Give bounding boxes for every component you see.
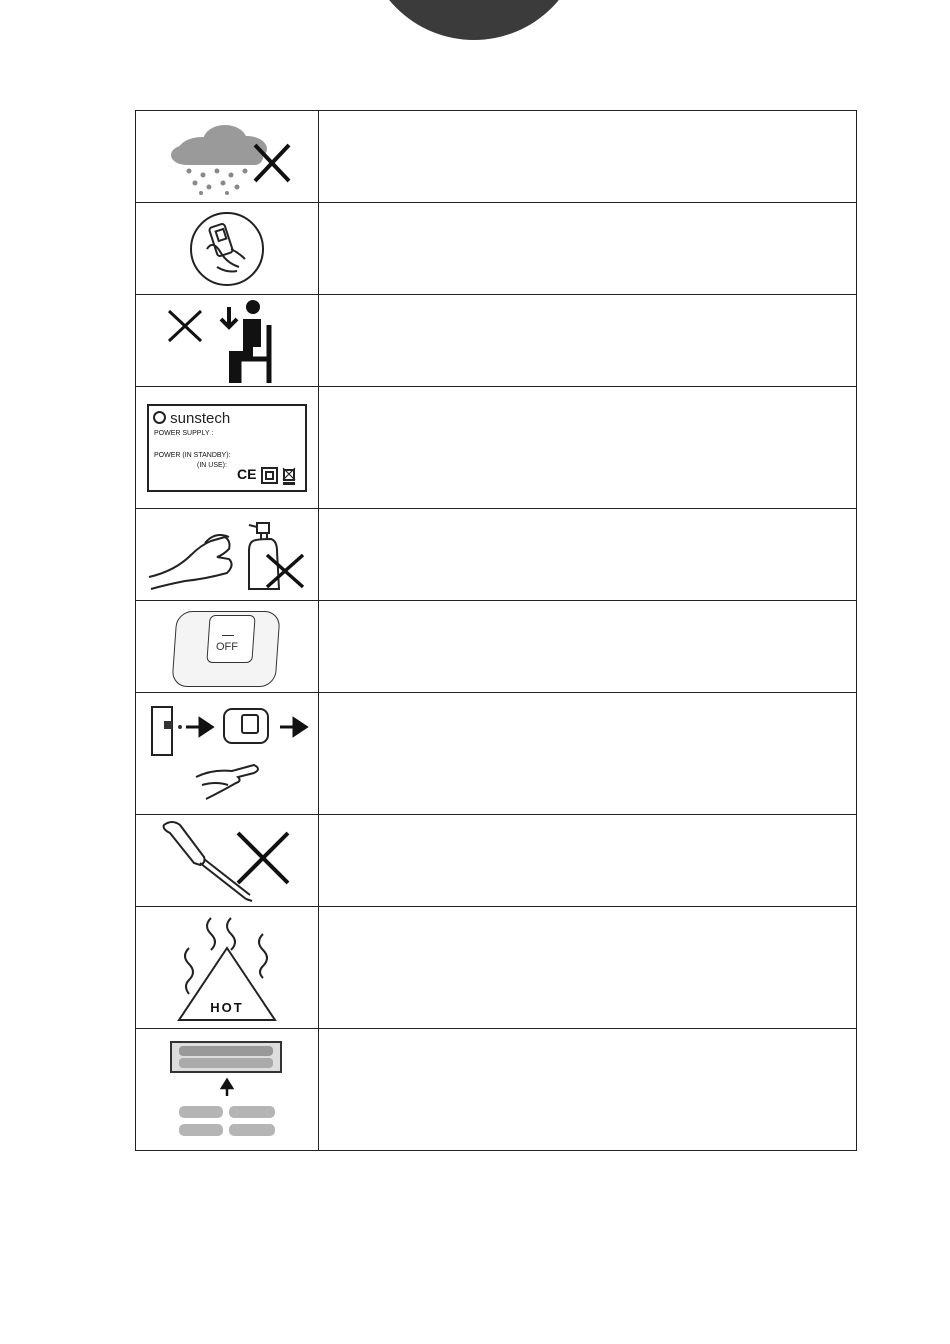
table-row	[136, 111, 857, 203]
icon-cell	[136, 387, 319, 509]
do-not-sit-on-icon	[157, 297, 297, 385]
brand-logo: sunstech	[153, 410, 230, 427]
table-row	[136, 601, 857, 693]
power-off-switch-icon	[172, 605, 282, 689]
table-row	[136, 509, 857, 601]
hot-surface-icon	[167, 912, 287, 1024]
icon-cell	[136, 203, 319, 295]
icon-cell	[136, 907, 319, 1029]
icon-cell	[136, 693, 319, 815]
icon-cell	[136, 509, 319, 601]
instruction-text	[319, 203, 857, 295]
certification-marks-icon	[261, 466, 301, 486]
wipe-no-spray-icon	[145, 515, 309, 595]
table-row	[136, 1029, 857, 1151]
power-standby-label: POWER (IN STANDBY):	[154, 451, 231, 459]
power-supply-label: POWER SUPPLY :	[154, 429, 214, 437]
ce-mark: CE	[237, 465, 257, 482]
rating-label-icon	[147, 404, 307, 492]
no-rain-icon	[157, 119, 297, 195]
instruction-text	[319, 387, 857, 509]
instruction-text	[319, 295, 857, 387]
table-row	[136, 815, 857, 907]
instruction-text	[319, 693, 857, 815]
page-header-tab	[364, 0, 584, 40]
hot-label: HOT	[210, 999, 244, 1015]
instruction-text	[319, 1029, 857, 1151]
instruction-text	[319, 907, 857, 1029]
icon-cell	[136, 111, 319, 203]
instruction-text	[319, 815, 857, 907]
table-row	[136, 295, 857, 387]
instruction-text	[319, 111, 857, 203]
table-row	[136, 387, 857, 509]
table-row	[136, 907, 857, 1029]
power-in-use-label: (IN USE):	[197, 461, 227, 469]
battery-insert-icon	[167, 1038, 287, 1142]
icon-cell	[136, 601, 319, 693]
icon-cell	[136, 1029, 319, 1151]
table-row	[136, 203, 857, 295]
icon-cell	[136, 295, 319, 387]
unplug-then-clean-icon	[142, 699, 312, 809]
safety-instructions-table	[135, 110, 857, 1151]
off-label: OFF	[216, 640, 238, 653]
no-screwdriver-icon	[152, 817, 302, 905]
instruction-text	[319, 509, 857, 601]
hand-holding-device-icon	[187, 209, 267, 289]
icon-cell	[136, 815, 319, 907]
instruction-text	[319, 601, 857, 693]
table-row	[136, 693, 857, 815]
